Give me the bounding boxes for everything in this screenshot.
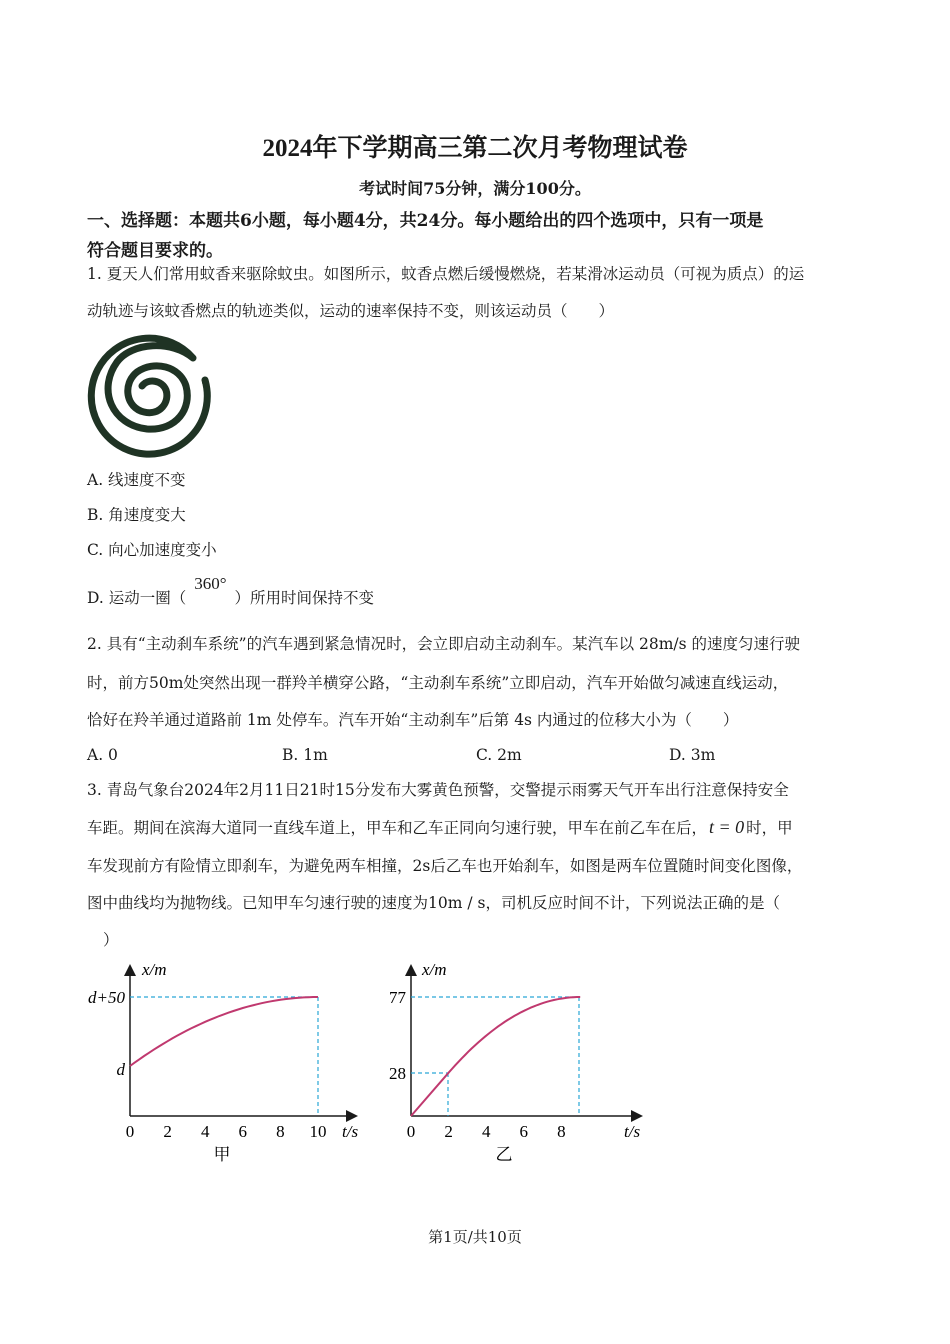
q1-option-d-post: ）所用时间保持不变 (234, 589, 375, 607)
q1-option-d-pre: D. 运动一圈（ (87, 589, 187, 607)
q2-option-a: A. 0 (87, 746, 118, 764)
jia-ylabel: x/m (142, 960, 167, 979)
mosquito-coil-figure (82, 330, 217, 460)
page-title: 2024年下学期高三第二次月考物理试卷 (262, 135, 688, 162)
jia-xtick-4: 4 (200, 1122, 210, 1141)
q1-option-a: A. 线速度不变 (87, 471, 186, 489)
jia-ytick-top: d+50 (88, 988, 125, 1007)
yi-xtick-4: 4 (481, 1122, 491, 1141)
q3-stem-line4: 图中曲线均为抛物线。已知甲车匀速行驶的速度为10m / s，司机反应时间不计，下列说法正确的是（ (87, 894, 780, 912)
jia-xtick-10: 10 (309, 1122, 327, 1141)
q2-option-d: D. 3m (669, 746, 716, 764)
yi-xtick-6: 6 (519, 1122, 529, 1141)
q1-stem-line1: 1. 夏天人们常用蚊香来驱除蚊虫。如图所示，蚊香点燃后缓慢燃烧，若某滑冰运动员（可视为质点）的运 (87, 265, 805, 283)
yi-curve (411, 997, 580, 1116)
q1-option-d-math: 360° (194, 574, 227, 593)
page-footer: 第1页/共10页 (428, 1228, 522, 1246)
yi-xtick-2: 2 (444, 1122, 453, 1141)
chart-yi (360, 955, 660, 1170)
q3-stem-line3: 车发现前方有险情立即刹车，为避免两车相撞，2s后乙车也开始刹车，如图是两车位置随时间变化图像， (87, 857, 803, 875)
q3-stem-line2-post: 时，甲 (746, 819, 793, 837)
jia-xlabel: t/s (342, 1122, 359, 1141)
q3-stem-line2 (87, 817, 793, 838)
jia-ytick-d: d (116, 1060, 125, 1079)
q3-stem-line2-pre: 车距。期间在滨海大道同一直线车道上，甲车和乙车正同向匀速行驶，甲车在前乙车在后， (87, 819, 708, 837)
q2-stem-line3: 恰好在羚羊通过道路前 1m 处停车。汽车开始“主动刹车”后第 4s 内通过的位移大小为（ ） (87, 711, 739, 729)
jia-caption: 甲 (213, 1145, 231, 1164)
yi-xtick-8: 8 (557, 1122, 566, 1141)
yi-xtick-0: 0 (406, 1122, 416, 1141)
q1-option-c: C. 向心加速度变小 (87, 541, 217, 559)
yi-ylabel: x/m (422, 960, 447, 979)
q2-stem-line2: 时，前方50m处突然出现一群羚羊横穿公路，“主动刹车系统”立即启动，汽车开始做匀减速直线运动， (87, 674, 789, 692)
q3-t-zero: t = 0 (709, 817, 745, 837)
q1-option-d (87, 574, 375, 608)
yi-xlabel: t/s (624, 1122, 641, 1141)
q2-stem-line1: 2. 具有“主动刹车系统”的汽车遇到紧急情况时，会立即启动主动刹车。某汽车以 28m/s 的速度匀速行驶 (87, 635, 801, 653)
section-heading-line2: 符合题目要求的。 (87, 241, 223, 261)
coil-spiral (91, 338, 207, 454)
q2-option-b: B. 1m (282, 746, 328, 764)
yi-caption: 乙 (495, 1145, 513, 1164)
q3-stem-line1: 3. 青岛气象台2024年2月11日21时15分发布大雾黄色预警，交警提示雨雾天气开车出行注意保持安全 (87, 781, 789, 799)
q2-option-c: C. 2m (476, 746, 522, 764)
chart-jia (80, 955, 380, 1170)
jia-xtick-0: 0 (125, 1122, 135, 1141)
jia-xtick-2: 2 (163, 1122, 172, 1141)
exam-info: 考试时间75分钟，满分100分。 (359, 179, 591, 198)
yi-ytick-28: 28 (389, 1064, 406, 1083)
yi-ytick-77: 77 (389, 988, 406, 1007)
q1-option-b: B. 角速度变大 (87, 506, 186, 524)
jia-xtick-6: 6 (238, 1122, 248, 1141)
q1-stem-line2: 动轨迹与该蚊香燃点的轨迹类似，运动的速率保持不变，则该运动员（ ） (87, 302, 615, 320)
jia-xtick-8: 8 (276, 1122, 285, 1141)
section-heading-line1: 一、选择题：本题共6小题，每小题4分，共24分。每小题给出的四个选项中，只有一项是 (87, 211, 764, 231)
jia-curve (130, 997, 318, 1066)
q3-stem-line5: ） (103, 931, 119, 949)
